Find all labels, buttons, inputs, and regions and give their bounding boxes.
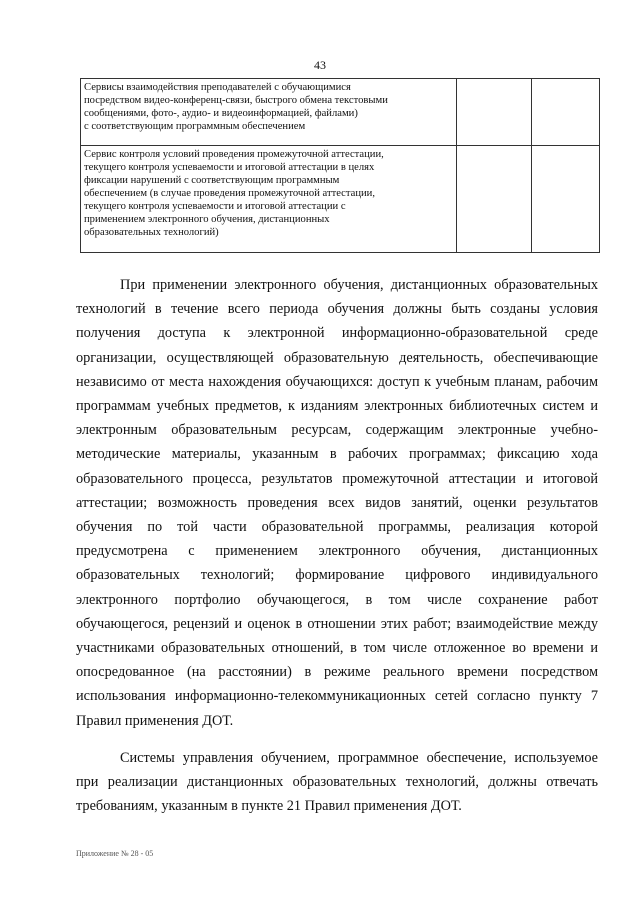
requirements-table xyxy=(80,78,600,253)
page-number: 43 xyxy=(314,58,326,72)
paragraph-text: Системы управления обучением, программное обеспечение, используемое при реализации дистанционных образовательных технологий, должны отвечать требованиям, указанным в пункте 21 Правил применения ДОТ. xyxy=(76,750,598,815)
footer-note: Приложение № 28 - 05 xyxy=(76,849,154,858)
table-cell-description xyxy=(81,79,457,146)
table-cell xyxy=(457,79,531,146)
body-paragraph-1 xyxy=(76,273,598,733)
cell-text: Сервисы взаимодействия преподавателей с обучающимися посредством видео-конференц-связи, быстрого обмена текстовыми сообщениями, фото-, аудио- и видеоинформацией, файлами) с соответствующим программным обеспечением xyxy=(84,82,388,132)
table-cell xyxy=(457,146,531,253)
paragraph-text: При применении электронного обучения, дистанционных образовательных технологий в течение всего периода обучения должны быть созданы условия получения доступа к электронной информационно-образовательной среде организации, осуществляющей образовательную деятельность, обеспечивающие независимо от места нахождения обучающихся: доступ к учебным планам, рабочим программам учебных предметов, к изданиям электронных библиотечных систем и электронным образовательным ресурсам, содержащим электронные учебно-методические материалы, указанным в рабочих программах; фиксацию хода образовательного процесса, результатов промежуточной аттестации и итоговой аттестации; возможность проведения всех видов занятий, оценки результатов обучения по той части образовательной программы, реализация которой предусмотрена с применением электронного обучения, дистанционных образовательных технологий; формирование цифрового индивидуального электронного портфолио обучающегося, в том числе сохранение работ обучающегося, рецензий и оценок в отношении этих работ; взаимодействие между участниками образовательных отношений, в том числе отложенное во времени и опосредованное (на расстоянии) в режиме реального времени посредством использования информационно-телекоммуникационных сетей согласно пункту 7 Правил применения ДОТ. xyxy=(76,277,598,729)
table-row xyxy=(81,79,600,146)
table-cell xyxy=(531,79,599,146)
body-paragraph-2 xyxy=(76,746,598,819)
table-row xyxy=(81,146,600,253)
table-cell xyxy=(531,146,599,253)
cell-text: Сервис контроля условий проведения промежуточной аттестации, текущего контроля успеваемости и итоговой аттестации в целях фиксации нарушений с соответствующим программным обеспечением (в случае проведения промежуточной аттестации, текущего контроля успеваемости и итоговой аттестации с применением электронного обучения, дистанционных образовательных технологий) xyxy=(84,149,384,238)
table-cell-description xyxy=(81,146,457,253)
